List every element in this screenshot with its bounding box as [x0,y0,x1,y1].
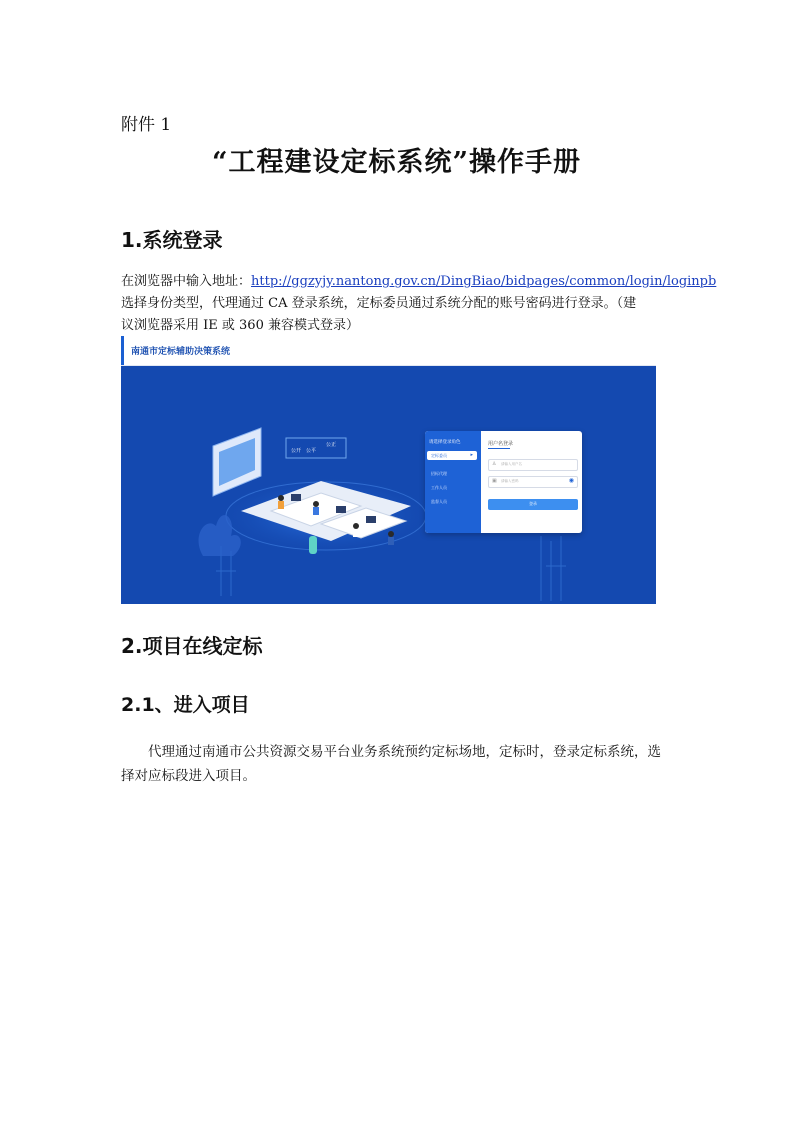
document-title: “工程建设定标系统”操作手册 [211,147,582,178]
role-panel-title: 请选择登录角色 [429,440,461,445]
address-prefix: 在浏览器中输入地址： [121,274,252,289]
login-url-link[interactable]: http://ggzyjy.nantong.gov.cn/DingBiao/bidpages/common/login/loginpb [251,274,717,289]
password-placeholder: 请输入密码 [501,479,519,483]
system-title: 南通市定标辅助决策系统 [131,347,231,357]
address-line [121,271,717,293]
banner-word-3: 公正 [326,442,337,448]
role-option[interactable]: 监督人员 [431,499,447,504]
password-field[interactable] [488,476,578,488]
section-heading-online: 2.项目在线定标 [121,634,263,658]
username-placeholder: 请输入用户名 [501,462,522,466]
banner-word-2: 公平 [306,448,317,454]
attachment-label: 附件 1 [121,115,172,135]
banner-word-1: 公开 [291,448,302,454]
eye-icon[interactable]: ◉ [568,477,574,484]
login-panel [425,431,582,533]
instruction-line-1: 选择身份类型，代理通过 CA 登录系统，定标委员通过系统分配的账号密码进行登录。（建 [121,296,637,311]
role-option[interactable]: 工作人员 [431,485,447,490]
role-selector [425,431,481,533]
login-button[interactable] [488,499,578,510]
login-page-screenshot [121,336,656,604]
paragraph-line-1: 代理通过南通市公共资源交易平台业务系统预约定标场地，定标时，登录定标系统，选 [148,744,661,760]
role-option-active[interactable] [427,451,477,460]
role-option-label: 定标委员 [431,453,447,458]
instruction-line-2: 议浏览器采用 IE 或 360 兼容模式登录） [121,318,359,333]
screenshot-header [121,336,656,366]
chevron-right-icon: ▸ [470,452,473,458]
subsection-heading-enter: 2.1、进入项目 [121,694,250,716]
lock-icon: ▣ [492,478,497,484]
login-form-title: 用户名登录 [488,441,514,447]
login-button-label: 登录 [529,501,537,506]
header-accent-bar [121,336,124,365]
role-option[interactable]: 招标代理 [431,471,447,476]
paragraph-line-2: 择对应标段进入项目。 [121,768,256,784]
login-instructions [121,271,717,337]
enter-project-instructions [121,740,681,788]
section-heading-login: 1.系统登录 [121,228,223,252]
user-icon: ♙ [492,461,497,467]
title-underline [488,448,510,449]
username-field[interactable] [488,459,578,471]
